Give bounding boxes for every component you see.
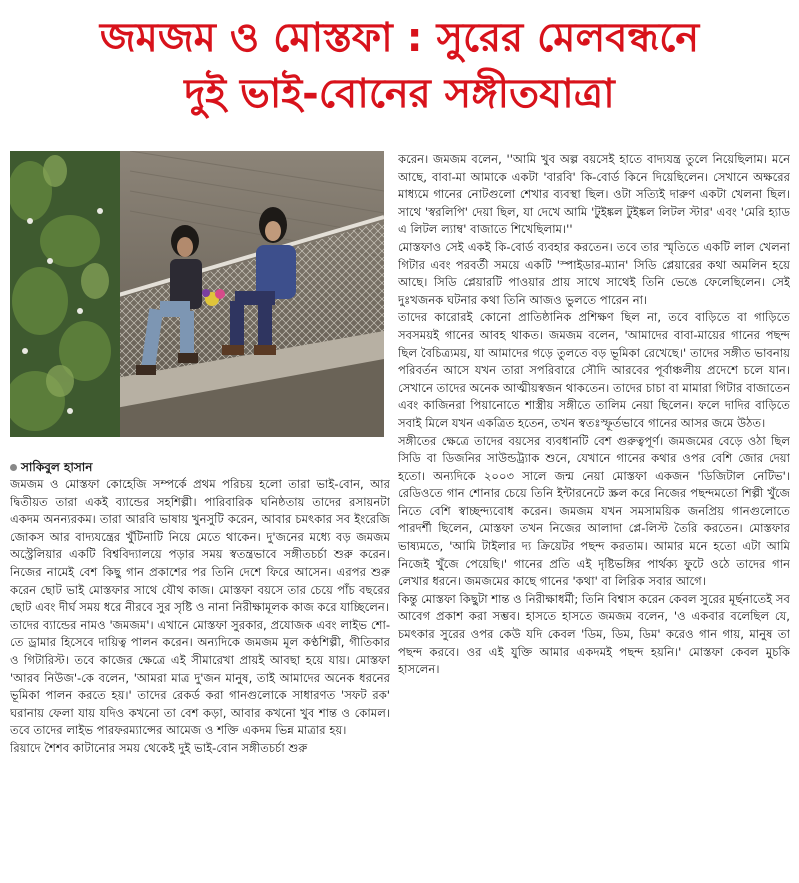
paragraph: তাদের কারোরই কোনো প্রাতিষ্ঠানিক প্রশিক্ষণ ছিল না, তবে বাড়িতে বা গাড়িতে সবসময়ই গানের আবহ থাকত। জমজম বলেন, 'আমাদের বাবা-মায়ের গানের পছন্দ ছিল বৈচিত্র্যময়, যা আমাদের গড়ে তুলতে বড় ভূমিকা রেখেছে।' তাদের সঙ্গীত ভাবনায় পরিবর্তন আসে যখন তারা সপরিবারে সৌদি আরবের পূর্বাঞ্চলীয় প্রদেশে চলে যান। সেখানে তাদের অনেক আত্মীয়স্বজন থাকতেন। তাদের চাচা বা মামারা গিটার বাজাতেন এবং কাজিনরা পিয়ানোতে শাস্ত্রীয় সঙ্গীতে তালিম নেয়া ছিলেন। ফলে দাদির বাড়িতে সবাই মিলে যখন একত্রিত হতেন, তখন স্বতঃস্ফূর্তভাবে গানের আসর জমে উঠত। [398, 310, 790, 430]
paragraph: করেন। জমজম বলেন, ''আমি খুব অল্প বয়সেই হাতে বাদ্যযন্ত্র তুলে নিয়েছিলাম। মনে আছে, বাবা-মা আমাকে একটা 'বারবি' কি-বোর্ড কিনে দিয়েছিলেন। সেখানে অক্ষরের মাধ্যমে গানের নোটগুলো শেখার ব্যবস্থা ছিল। ওটা সত্যিই দারুণ একটা খেলনা ছিল। সাথে 'স্বরলিপি' দেয়া ছিল, যা দেখে আমি 'টুইঙ্কল টুইঙ্কল লিটল স্টার' এবং 'মেরি হ্যাড এ লিটল ল্যাম্ব' বাজাতে শিখেছিলাম।'' [398, 152, 790, 237]
right-column [398, 151, 790, 878]
paragraph: সঙ্গীতের ক্ষেত্রে তাদের বয়সের ব্যবধানটি বেশ গুরুত্বপূর্ণ। জমজমের বেড়ে ওঠা ছিল সিডি বা ডিজনির সাউন্ডট্র্যাক শুনে, যেখানে গানের কথার ওপর বেশি জোর দেয়া হতো। অন্যদিকে ২০০৩ সালে জন্ম নেয়া মোস্তফা একজন 'ডিজিটাল নেটিভ'। রেডিওতে গান শোনার চেয়ে তিনি ইন্টারনেটে স্ক্রল করে নিজের পছন্দমতো শিল্পী খুঁজে নিতে বেশি স্বাচ্ছন্দ্যবোধ করেন। জমজম যখন সমসাময়িক জনপ্রিয় গানগুলোতে পারদর্শী ছিলেন, মোস্তফা তখন নিজের আলাদা প্লে-লিস্ট তৈরি করতেন। মোস্তফার ভাষ্যমতে, 'আমি টাইলার দ্য ক্রিয়েটর পছন্দ করতাম। আমার মনে হতো এটা আমি নিজেই খুঁজে পেয়েছি।' গানের প্রতি এই দৃষ্টিভঙ্গির পার্থক্য ফুটে ওঠে তাদের গান লেখার ধরনে। জমজমের কাছে গানের 'কথা' বা লিরিক সবার আগে। [398, 433, 790, 589]
bullet-icon [10, 464, 17, 471]
left-column [10, 458, 390, 878]
paragraph: রিয়াদে শৈশব কাটানোর সময় থেকেই দুই ভাই-বোন সঙ্গীতচর্চা শুরু [10, 740, 308, 755]
headline [0, 10, 799, 122]
paragraph: জমজম ও মোস্তফা কোহেজি সম্পর্কে প্রথম পরিচয় হলো তারা ভাই-বোন, আর দ্বিতীয়ত তারা একই ব্যান্ডের সহশিল্পী। পারিবারিক ঘনিষ্ঠতায় তাদের রসায়নটা একদম অনন্যরকম। তারা আরবি ভাষায় খুনসুটি করেন, আবার চমৎকার সব ইংরেজি জোকস আর বাদ্যযন্ত্রের খুঁটিনাটি নিয়ে মেতে থাকেন। দু'জনের মধ্যে বড় জমজম অস্ট্রেলিয়ার একটি বিশ্ববিদ্যালয়ে পড়ার সময় স্বতন্ত্রভাবে সঙ্গীতচর্চা শুরু করেন। নিজের নামেই বেশ কিছু গান প্রকাশের পর তিনি দেশে ফিরে আসেন। এরপর শুরু করেন ছোট ভাই মোস্তফার সাথে যৌথ কাজ। মোস্তফা বয়সে তার চেয়ে পাঁচ বছরের ছোট এবং দীর্ঘ সময় ধরে নীরবে সুর সৃষ্টি ও নানা নিরীক্ষামূলক কাজ করে যাচ্ছিলেন। [10, 477, 390, 615]
headline-line-2: দুই ভাই-বোনের সঙ্গীতযাত্রা [184, 71, 615, 117]
paragraph: মোস্তফাও সেই একই কি-বোর্ড ব্যবহার করতেন। তবে তার স্মৃতিতে একটি লাল খেলনা গিটার এবং পরবর্তী সময়ে একটি 'স্পাইডার-ম্যান' সিডি প্লেয়ারের কথা অমলিন হয়ে আছে। সিডি প্লেয়ারটি পাওয়ার প্রায় সাথে সাথেই তিনি ভেঙে ফেলেছিলেন। সেই দুঃখজনক ঘটনার কথা তিনি আজও ভুলতে পারেন না। [398, 239, 790, 307]
byline-author: সাকিবুল হাসান [21, 460, 93, 474]
paragraph: তাদের ব্যান্ডের নামও 'জমজম'। এখানে মোস্তফা সুরকার, প্রযোজক এবং লাইভ শো-তে ড্রামার হিসেবে দায়িত্ব পালন করেন। অন্যদিকে জমজম মূল কণ্ঠশিল্পী, গীতিকার ও গিটারিস্ট। তবে কাজের ক্ষেত্রে এই সীমারেখা প্রায়ই আবছা হয়ে যায়। মোস্তফা 'আরব নিউজ'-কে বলেন, 'আমরা মাত্র দু'জন মানুষ, তাই আমাদের অনেক ধরনের ভূমিকা পালন করতে হয়।' তাদের রেকর্ড করা গানগুলোকে সাধারণত 'সফট রক' ঘরানায় ফেলা যায় যদিও কখনো তা বেশ কড়া, আবার কখনো খুব শান্ত ও কোমল। তবে তাদের লাইভ পারফরম্যান্সের আমেজ ও শক্তি একদম ভিন্ন মাত্রার হয়। [10, 617, 390, 738]
paragraph: কিন্তু মোস্তফা কিছুটা শান্ত ও নিরীক্ষাধর্মী; তিনি বিশ্বাস করেন কেবল সুরের মূর্ছনাতেই সব আবেগ প্রকাশ করা সম্ভব। হাসতে হাসতে জমজম বলেন, 'ও একবার বলেছিল যে, চমৎকার সুরের ওপর কেউ যদি কেবল 'ডিম, ডিম, ডিম' করেও গান গায়, মানুষ তা পছন্দ করবে। ওর এই যুক্তি আমার একদমই পছন্দ হয়নি।' মোস্তফা কেবল মুচকি হাসলেন। [398, 591, 790, 677]
article-photo [10, 151, 384, 437]
byline [10, 458, 390, 476]
headline-line-1: জমজম ও মোস্তফা : সুরের মেলবন্ধনে [99, 15, 700, 61]
